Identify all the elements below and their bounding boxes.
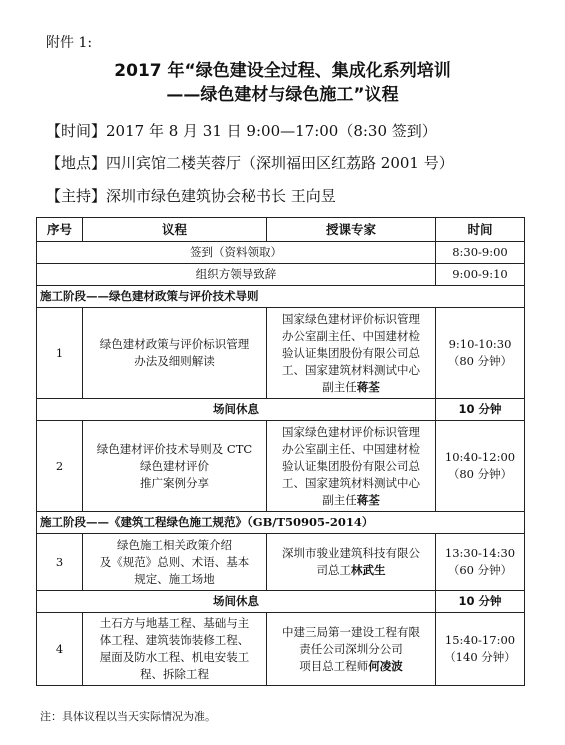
table-header-row [37, 218, 525, 242]
row-1-agenda: 绿色建材政策与评价标识管理 办法及细则解读 [83, 308, 267, 399]
time-value: 2017 年 8 月 31 日 9:00—17:00（8:30 签到） [106, 122, 437, 140]
break-1-label: 场间休息 [37, 399, 436, 421]
header-no: 序号 [37, 218, 83, 242]
table-row [37, 534, 525, 591]
page-title-line1: 2017 年“绿色建设全过程、集成化系列培训 [114, 61, 451, 81]
row-2-expert-name: 蒋荃 [356, 492, 380, 507]
row-2-agenda: 绿色建材评价技术导则及 CTC 绿色建材评价 推广案例分享 [83, 421, 267, 512]
row-4-agenda: 土石方与地基工程、基础与主 体工程、建筑装饰装修工程、 屋面及防水工程、机电安装工 程、拆除工程 [83, 613, 267, 686]
signin-agenda: 签到（资料领取） [37, 242, 436, 264]
signin-time: 8:30-9:00 [436, 242, 525, 264]
section-2-title: 施工阶段——《建筑工程绿色施工规范》（GB/T50905-2014） [37, 512, 525, 534]
row-1-time: 9:10-10:30 （80 分钟） [436, 308, 525, 399]
page-title-line2: ——绿色建材与绿色施工”议程 [166, 85, 399, 105]
attachment-label: 附件 1: [46, 35, 93, 51]
row-4-expert [267, 613, 436, 686]
table-row-break-2 [37, 591, 525, 613]
table-row [37, 613, 525, 686]
row-2-expert-title: 国家绿色建材评价标识管理 办公室副主任、中国建材检 验认证集团股份有限公司总 工、国家建筑材料测试中心 副主任 [282, 424, 420, 507]
table-row-welcome [37, 264, 525, 286]
header-agenda: 议程 [83, 218, 267, 242]
row-3-time: 13:30-14:30 （60 分钟） [436, 534, 525, 591]
row-4-time: 15:40-17:00 （140 分钟） [436, 613, 525, 686]
row-3-expert-title: 深圳市骏业建筑科技有限公 司总工 [282, 546, 420, 577]
table-section-2 [37, 512, 525, 534]
row-1-expert [267, 308, 436, 399]
row-4-no: 4 [37, 613, 83, 686]
break-2-time: 10 分钟 [436, 591, 525, 613]
row-3-expert-name: 林武生 [351, 563, 386, 577]
row-3-expert [267, 534, 436, 591]
place-label: 【地点】 [46, 154, 107, 172]
section-1-title: 施工阶段——绿色建材政策与评价技术导则 [37, 286, 525, 308]
header-time: 时间 [436, 218, 525, 242]
row-2-time: 10:40-12:00 （80 分钟） [436, 421, 525, 512]
row-2-no: 2 [37, 421, 83, 512]
header-expert: 授课专家 [267, 218, 436, 242]
host-value: 深圳市绿色建筑协会秘书长 王向昱 [106, 187, 336, 205]
time-label: 【时间】 [46, 122, 107, 140]
welcome-agenda: 组织方领导致辞 [37, 264, 436, 286]
table-section-1 [37, 286, 525, 308]
row-4-expert-name: 何凌波 [368, 658, 403, 673]
row-4-expert-title: 中建三局第一建设工程有限 责任公司深圳分公司 项目总工程师 [282, 624, 420, 673]
row-2-expert [267, 421, 436, 512]
footnote: 注：具体议程以当天实际情况为准。 [40, 710, 216, 723]
table-row [37, 308, 525, 399]
break-2-label: 场间休息 [37, 591, 436, 613]
info-place [46, 152, 454, 173]
table-row [37, 421, 525, 512]
break-1-time: 10 分钟 [436, 399, 525, 421]
host-label: 【主持】 [46, 187, 107, 205]
info-time [46, 120, 437, 141]
table-row-break-1 [37, 399, 525, 421]
table-row-signin [37, 242, 525, 264]
row-3-agenda: 绿色施工相关政策介绍 及《规范》总则、术语、基本 规定、施工场地 [83, 534, 267, 591]
row-3-no: 3 [37, 534, 83, 591]
welcome-time: 9:00-9:10 [436, 264, 525, 286]
row-1-expert-name: 蒋荃 [356, 379, 380, 394]
place-value: 四川宾馆二楼芙蓉厅（深圳福田区红荔路 2001 号） [106, 154, 454, 172]
row-1-no: 1 [37, 308, 83, 399]
agenda-table [36, 217, 525, 686]
row-1-expert-title: 国家绿色建材评价标识管理 办公室副主任、中国建材检 验认证集团股份有限公司总 工、国家建筑材料测试中心 副主任 [282, 311, 420, 394]
info-host [46, 185, 336, 206]
